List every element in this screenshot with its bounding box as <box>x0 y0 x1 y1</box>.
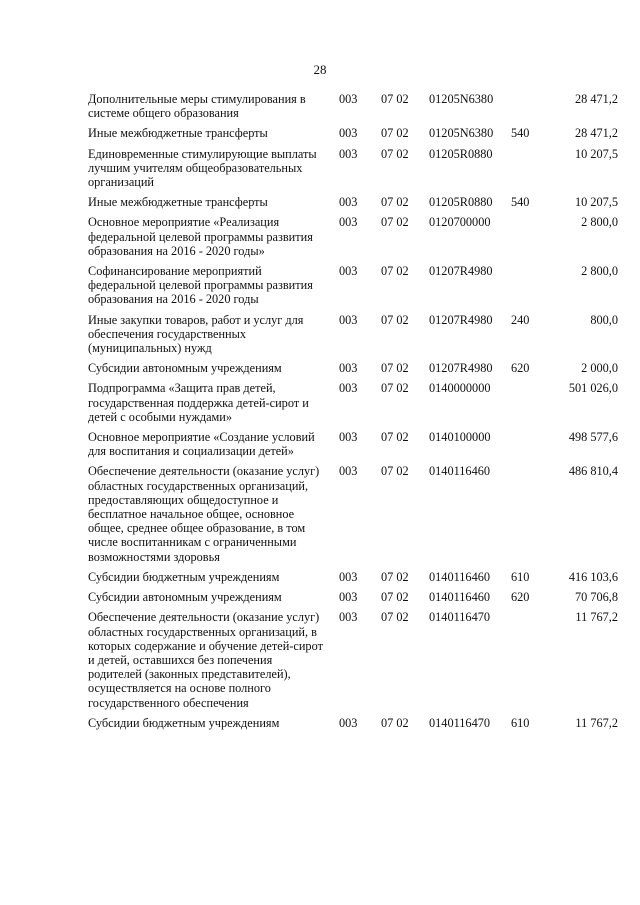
row-ved-code: 003 <box>339 361 358 376</box>
row-amount: 11 767,2 <box>575 715 618 730</box>
table-row <box>88 215 618 264</box>
row-target-article-code: 0120700000 <box>429 215 491 230</box>
table-body <box>88 92 618 736</box>
row-amount: 498 577,6 <box>568 430 618 445</box>
row-target-article-code: 0140100000 <box>429 430 491 445</box>
budget-table <box>88 92 618 736</box>
table-row <box>88 381 618 430</box>
row-ved-code: 003 <box>339 264 358 279</box>
row-target-article-code: 0140116460 <box>429 464 491 479</box>
row-ved-code: 003 <box>339 215 358 230</box>
row-target-article-code: 0140116460 <box>429 569 491 584</box>
row-amount: 2 000,0 <box>581 361 618 376</box>
row-name: Основное мероприятие «Создание условий для воспитания и социализации детей» <box>88 430 315 459</box>
table-row <box>88 570 618 590</box>
row-section-code: 07 02 <box>381 569 409 584</box>
table-row <box>88 716 618 736</box>
row-expense-type-code <box>511 215 549 264</box>
row-expense-type-code: 540 <box>511 126 530 141</box>
table-row <box>88 264 618 313</box>
table-row <box>88 126 618 146</box>
row-name: Подпрограмма «Защита прав детей, государственная поддержка детей-сирот и детей с особыми нуждами» <box>88 381 309 424</box>
table-row <box>88 590 618 610</box>
row-amount: 28 471,2 <box>574 126 618 141</box>
table-row <box>88 610 618 715</box>
row-expense-type-code <box>511 92 549 126</box>
row-amount: 10 207,5 <box>574 195 618 210</box>
row-target-article-code: 01205R0880 <box>429 195 493 210</box>
row-name: Дополнительные меры стимулирования в системе общего образования <box>88 92 306 121</box>
row-ved-code: 003 <box>339 195 358 210</box>
page-number: 28 <box>313 62 327 77</box>
row-target-article-code: 0140116460 <box>429 590 491 605</box>
row-ved-code: 003 <box>339 430 358 445</box>
row-target-article-code: 01207R4980 <box>429 361 493 376</box>
row-section-code: 07 02 <box>381 430 409 445</box>
table-row <box>88 361 618 381</box>
row-name: Софинансирование мероприятий федеральной целевой программы развития образования на 2016 - 2020 годы <box>88 264 313 307</box>
row-expense-type-code: 610 <box>511 569 530 584</box>
row-amount: 2 800,0 <box>581 264 618 279</box>
row-amount: 2 800,0 <box>581 215 618 230</box>
row-target-article-code: 01207R4980 <box>429 264 493 279</box>
row-ved-code: 003 <box>339 92 358 106</box>
row-amount: 416 103,6 <box>568 569 618 584</box>
row-name: Обеспечение деятельности (оказание услуг) областных государственных организаций, предоставляющих общедоступное и бесплатное начальное общее, основное общее, среднее общее образование, в том числе воспитанникам с ограниченными возможностями здоровья <box>88 464 320 564</box>
row-expense-type-code <box>511 464 549 569</box>
row-ved-code: 003 <box>339 312 358 327</box>
row-target-article-code: 0140116470 <box>429 715 491 730</box>
row-expense-type-code: 620 <box>511 361 530 376</box>
row-expense-type-code: 540 <box>511 195 530 210</box>
row-section-code: 07 02 <box>381 146 409 161</box>
row-ved-code: 003 <box>339 715 358 730</box>
row-target-article-code: 01205R0880 <box>429 146 493 161</box>
row-name: Иные межбюджетные трансферты <box>88 126 268 141</box>
row-section-code: 07 02 <box>381 610 409 625</box>
row-section-code: 07 02 <box>381 264 409 279</box>
row-section-code: 07 02 <box>381 195 409 210</box>
row-section-code: 07 02 <box>381 126 409 141</box>
row-ved-code: 003 <box>339 590 358 605</box>
row-target-article-code: 01205N6380 <box>429 126 494 141</box>
row-name: Основное мероприятие «Реализация федеральной целевой программы развития образования на 2016 - 2020 годы» <box>88 215 313 258</box>
row-name: Иные межбюджетные трансферты <box>88 195 268 210</box>
row-expense-type-code: 240 <box>511 312 530 327</box>
row-target-article-code: 0140000000 <box>429 381 491 396</box>
row-amount: 11 767,2 <box>575 610 618 625</box>
row-name: Субсидии бюджетным учреждениям <box>88 569 280 584</box>
table-row <box>88 147 618 196</box>
row-target-article-code: 0140116470 <box>429 610 491 625</box>
row-ved-code: 003 <box>339 464 358 479</box>
table-row <box>88 464 618 569</box>
row-name: Единовременные стимулирующие выплаты лучшим учителям общеобразовательных организаций <box>88 146 317 190</box>
row-ved-code: 003 <box>339 569 358 584</box>
row-ved-code: 003 <box>339 146 358 161</box>
row-section-code: 07 02 <box>381 715 409 730</box>
row-ved-code: 003 <box>339 610 358 625</box>
row-section-code: 07 02 <box>381 381 409 396</box>
table-row <box>88 92 618 126</box>
row-section-code: 07 02 <box>381 312 409 327</box>
row-amount: 501 026,0 <box>568 381 618 396</box>
row-name: Субсидии автономным учреждениям <box>88 590 282 605</box>
row-section-code: 07 02 <box>381 361 409 376</box>
row-expense-type-code: 610 <box>511 715 530 730</box>
row-name: Субсидии автономным учреждениям <box>88 361 282 376</box>
row-section-code: 07 02 <box>381 590 409 605</box>
row-name: Иные закупки товаров, работ и услуг для обеспечения государственных (муниципальных) нужд <box>88 312 304 356</box>
row-amount: 800,0 <box>590 312 618 327</box>
table-row <box>88 195 618 215</box>
row-amount: 10 207,5 <box>574 146 618 161</box>
table-row <box>88 313 618 362</box>
row-amount: 70 706,8 <box>574 590 618 605</box>
row-ved-code: 003 <box>339 126 358 141</box>
row-expense-type-code <box>511 430 549 464</box>
row-expense-type-code <box>511 610 549 715</box>
table-row <box>88 430 618 464</box>
row-target-article-code: 01205N6380 <box>429 92 494 106</box>
row-section-code: 07 02 <box>381 92 409 106</box>
row-section-code: 07 02 <box>381 464 409 479</box>
row-expense-type-code <box>511 264 549 313</box>
row-amount: 486 810,4 <box>568 464 618 479</box>
row-expense-type-code <box>511 147 549 196</box>
row-ved-code: 003 <box>339 381 358 396</box>
row-expense-type-code <box>511 381 549 430</box>
row-name: Обеспечение деятельности (оказание услуг) областных государственных организаций, в которых содержание и обучение детей-сирот и детей, оставшихся без попечения родителей (законных представителей), осуществляется на основе полного государственного обеспечения <box>88 610 323 710</box>
row-target-article-code: 01207R4980 <box>429 312 493 327</box>
row-section-code: 07 02 <box>381 215 409 230</box>
row-amount: 28 471,2 <box>574 92 618 106</box>
row-name: Субсидии бюджетным учреждениям <box>88 715 280 730</box>
row-expense-type-code: 620 <box>511 590 530 605</box>
